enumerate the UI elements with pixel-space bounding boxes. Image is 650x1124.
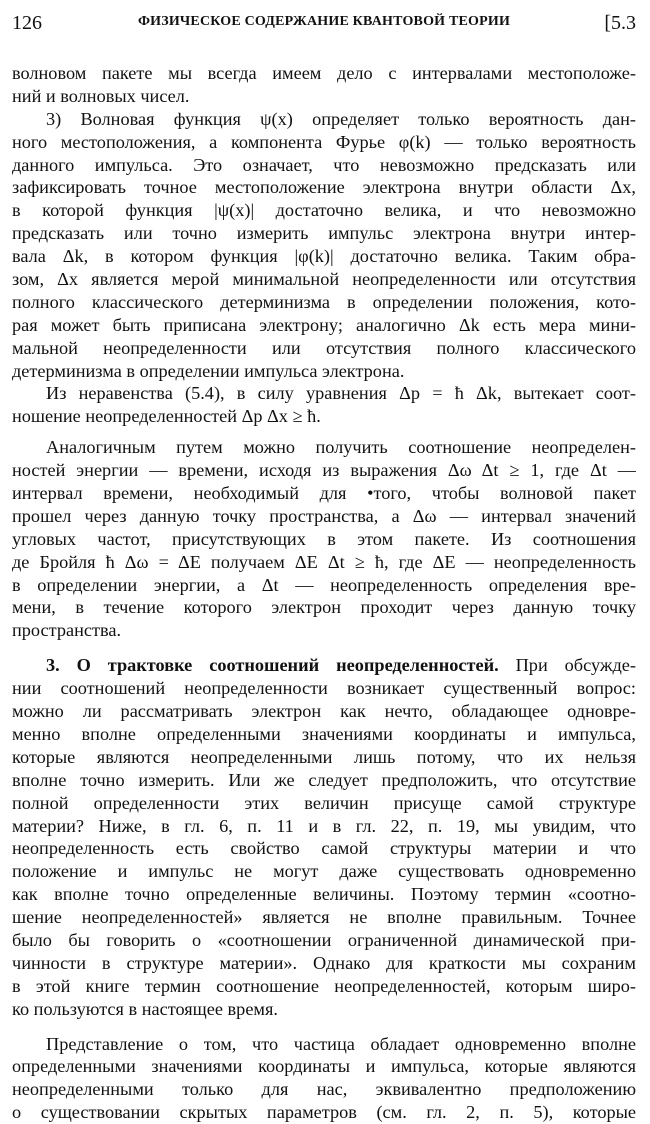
page-header — [12, 10, 636, 40]
text-line: было бы говорить о «соотношении ограниченной динамической при- — [12, 929, 636, 950]
text-line: шение неопределенностей» является не вполне правильным. Точнее — [12, 907, 636, 928]
text-line: менно вполне определенными значениями координаты и импульса, — [12, 723, 636, 744]
text-line: о существовании скрытых параметров (см. гл. 2, п. 5), которые — [12, 1102, 636, 1123]
text-line: волновом пакете мы всегда имеем дело с интервалами местоположе- — [12, 63, 636, 83]
text-line — [12, 654, 636, 677]
text-line: ко пользуются в настоящее время. — [12, 998, 278, 1019]
text-line: ний и волновых чисел. — [12, 85, 190, 106]
section-paragraph — [12, 654, 636, 1020]
section-reference: [5.3 — [604, 12, 636, 34]
text-line: Аналогичным путем можно получить соотношение неопределен- — [46, 437, 636, 458]
body-text — [12, 62, 636, 1124]
text-line: пространства. — [12, 620, 122, 641]
text-line: вала Δk, в котором функция |φ(k)| достаточно велика. Таким обра- — [12, 246, 636, 267]
text-line: вполне точно измерить. Или же следует предположить, что отсутствие — [12, 769, 636, 790]
text-line: Из неравенства (5.4), в силу уравнения Δp = ħ Δk, вытекает соот- — [46, 383, 636, 404]
text-line: зом, Δx является мерой минимальной неопределенности или отсутствия — [12, 269, 636, 290]
text-line: материи? Ниже, в гл. 6, п. 11 и в гл. 22, п. 19, мы увидим, что — [12, 815, 636, 836]
heading-line-rest: При обсужде- — [498, 655, 636, 676]
paragraph — [12, 62, 636, 108]
text-line: определенными значениями координаты и импульса, которые являются — [12, 1056, 636, 1077]
text-line: мени, в течение которого электрон проходит через данную точку — [12, 597, 636, 618]
text-line: де Бройля ħ Δω = ΔE получаем ΔE Δt ≥ ħ, где ΔE — неопределенность — [12, 551, 636, 572]
text-line: предсказать или точно измерить импульс электрона внутри интер- — [12, 223, 636, 244]
paragraph — [12, 436, 636, 642]
text-line: как вполне точно определенные величины. Поэтому термин «соотно- — [12, 884, 636, 905]
text-line: положение и импульс не могут даже существовать одновременно — [12, 861, 636, 882]
paragraph — [12, 108, 636, 383]
section-heading: 3. О трактовке соотношений неопределенностей. — [46, 655, 499, 676]
text-line: неопределенными только для нас, эквивалентно предположению — [12, 1079, 636, 1100]
text-line: в которой функция |ψ(x)| достаточно велика, и что невозможно — [12, 200, 636, 221]
text-line: Представление о том, что частица обладает одновременно вполне — [46, 1033, 636, 1054]
text-line: детерминизма в определении импульса электрона. — [12, 360, 405, 381]
text-line: можно ли рассматривать электрон как нечто, обладающее одновре- — [12, 701, 636, 722]
page-number: 126 — [12, 12, 42, 34]
paragraph — [12, 382, 636, 428]
text-line: угловых частот, присутствующих в этом пакете. Из соотношения — [12, 528, 636, 549]
text-line: полного классического детерминизма в определении положения, кото- — [12, 291, 636, 312]
text-line: в определении энергии, а Δt — неопределенность определения вре- — [12, 574, 636, 595]
text-line: чинности в структуре материи». Однако для краткости мы сохраним — [12, 952, 636, 973]
text-line: рая может быть приписана электрону; аналогично Δk есть мера мини- — [12, 314, 636, 335]
text-line: ного местоположения, а компонента Фурье φ(k) — только вероятность — [12, 131, 636, 152]
text-line: которые являются неопределенными лишь потому, что их нельзя — [12, 746, 636, 767]
text-line: данного импульса. Это означает, что невозможно предсказать или — [12, 154, 636, 175]
paragraph — [12, 1033, 636, 1124]
text-line: интервал времени, необходимый для •того, чтобы волновой пакет — [12, 483, 636, 504]
text-line: неопределенность есть свойство самой структуры материи и что — [12, 838, 636, 859]
text-line: прошел через данную точку пространства, а Δω — интервал значений — [12, 505, 636, 526]
text-line: ношение неопределенностей Δp Δx ≥ ħ. — [12, 406, 321, 427]
text-line: полной определенности этих величин присуще самой структуре — [12, 792, 636, 813]
paragraph-gap — [12, 642, 636, 654]
running-title: ФИЗИЧЕСКОЕ СОДЕРЖАНИЕ КВАНТОВОЙ ТЕОРИИ — [137, 14, 511, 29]
paragraph-gap — [12, 428, 636, 436]
text-line: 3) Волновая функция ψ(x) определяет только вероятность дан- — [46, 108, 636, 129]
text-line: в этой книге термин соотношение неопределенностей, которым широ- — [12, 975, 636, 996]
text-line: нии соотношений неопределенности возникает существенный вопрос: — [12, 678, 636, 699]
paragraph-gap — [12, 1021, 636, 1033]
text-line: мальной неопределенности или отсутствия полного классического — [12, 337, 636, 358]
text-line: зафиксировать точное местоположение электрона внутри области Δx, — [12, 177, 636, 198]
text-line: ностей энергии — времени, исходя из выражения Δω Δt ≥ 1, где Δt — — [12, 460, 636, 481]
